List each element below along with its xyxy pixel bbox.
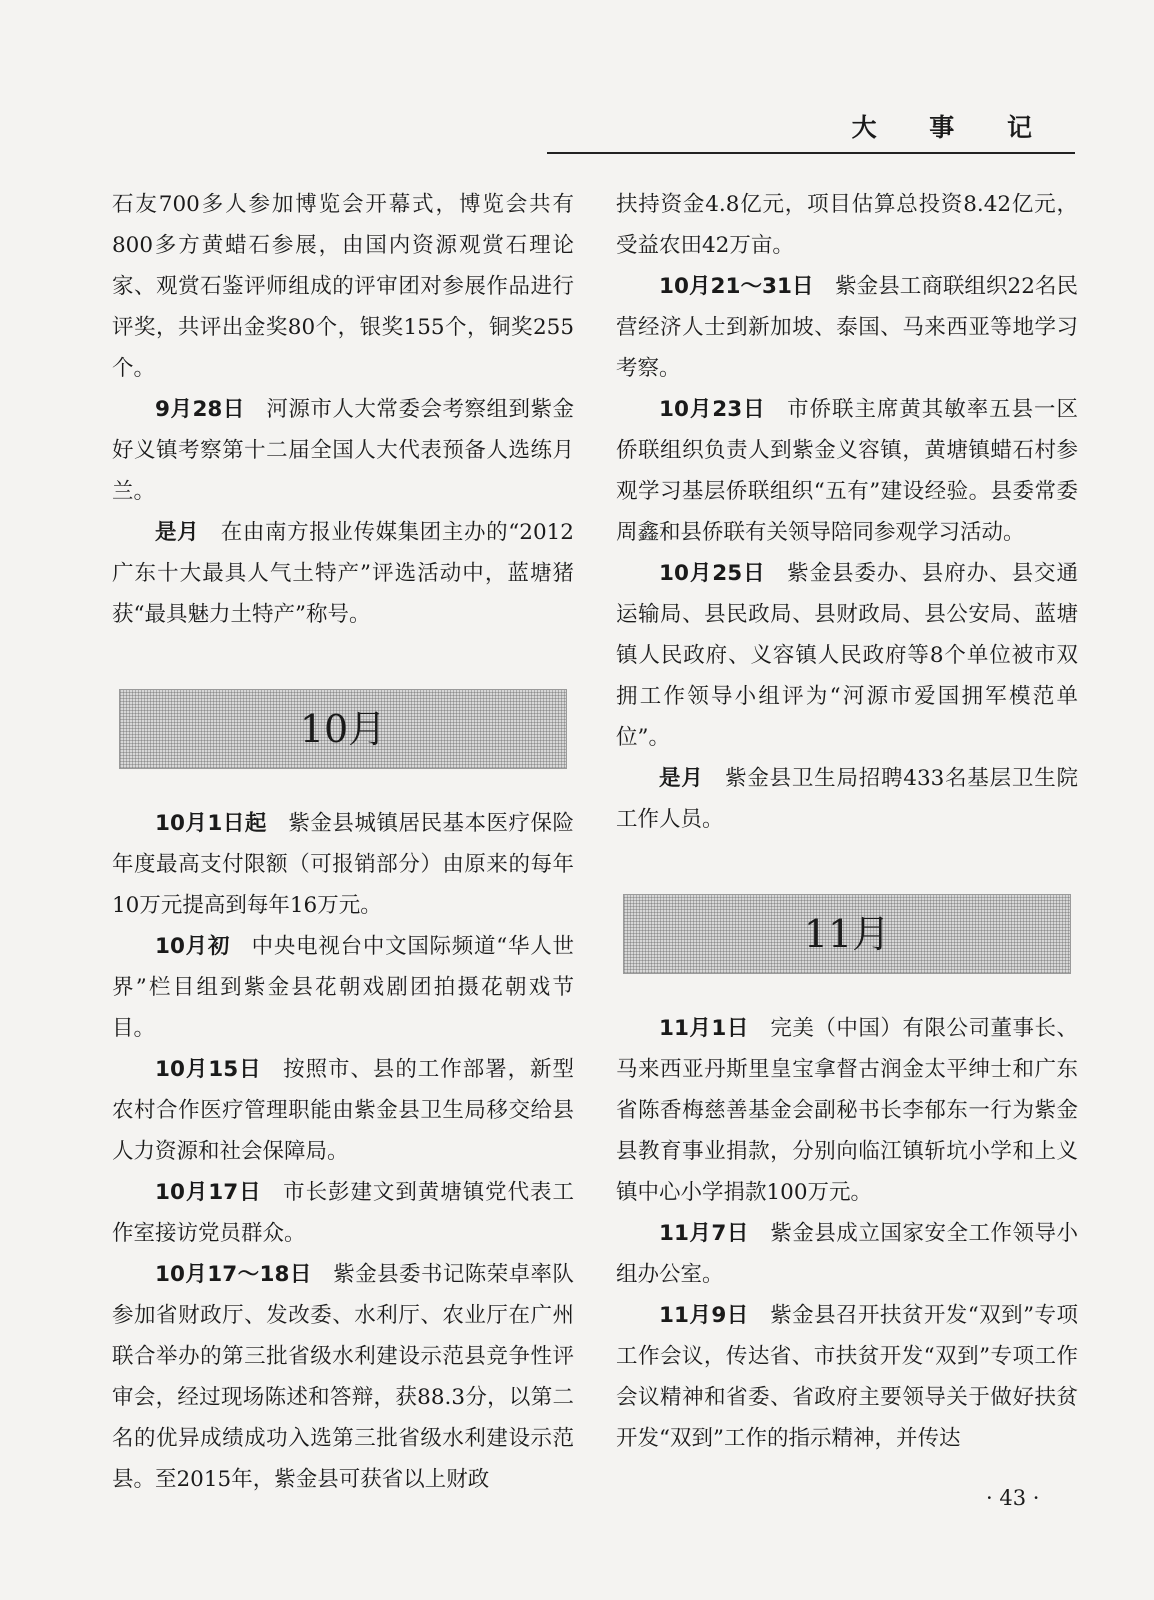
- entry: [112, 1172, 574, 1254]
- entry-text: 在由南方报业传媒集团主办的“2012广东十大最具人气土特产”评选活动中，蓝塘猪获“最具魅力土特产”称号。: [112, 520, 574, 627]
- entry-text: 扶持资金4.8亿元，项目估算总投资8.42亿元，受益农田42万亩。: [616, 192, 1078, 258]
- entry-date: 10月25日: [659, 561, 766, 586]
- entry-text: 紫金县委办、县府办、县交通运输局、县民政局、县财政局、县公安局、蓝塘镇人民政府、义容镇人民政府等8个单位被市双拥工作领导小组评为“河源市爱国拥军模范单位”。: [616, 561, 1078, 750]
- entry-date: 11月9日: [659, 1303, 749, 1328]
- entry-text: 按照市、县的工作部署，新型农村合作医疗管理职能由紫金县卫生局移交给县人力资源和社会保障局。: [112, 1057, 574, 1164]
- entry-text: 中央电视台中文国际频道“华人世界”栏目组到紫金县花朝戏剧团拍摄花朝戏节目。: [112, 934, 574, 1041]
- entry-text: 完美（中国）有限公司董事长、马来西亚丹斯里皇宝拿督古润金太平绅士和广东省陈香梅慈善基金会副秘书长李郁东一行为紫金县教育事业捐款，分别向临江镇斩坑小学和上义镇中心小学捐款100万元。: [616, 1016, 1078, 1205]
- entry: [112, 1049, 574, 1172]
- entry-text: 石友700多人参加博览会开幕式，博览会共有800多方黄蜡石参展，由国内资源观赏石理论家、观赏石鉴评师组成的评审团对参展作品进行评奖，共评出金奖80个，银奖155个，铜奖255个。: [112, 192, 574, 381]
- entry: [112, 389, 574, 512]
- entry: [616, 266, 1078, 389]
- entry: [616, 389, 1078, 553]
- entry-text: 市长彭建文到黄塘镇党代表工作室接访党员群众。: [112, 1180, 574, 1246]
- right-column: [616, 184, 1078, 1459]
- entry: [112, 1254, 574, 1500]
- entry-date: 10月23日: [659, 397, 766, 422]
- entry: [112, 926, 574, 1049]
- entry-date: 11月7日: [659, 1221, 749, 1246]
- left-column: [112, 184, 574, 1500]
- entry-date: 11月1日: [659, 1016, 749, 1041]
- entry-date: 10月21～31日: [659, 274, 814, 299]
- entry-date: 是月: [155, 520, 200, 545]
- entry: [616, 758, 1078, 840]
- entry: [616, 1213, 1078, 1295]
- entry-continuation: [112, 184, 574, 389]
- entry-continuation: [616, 184, 1078, 266]
- page-number: · 43 ·: [986, 1486, 1040, 1510]
- entry: [616, 1295, 1078, 1459]
- entry-date: 是月: [659, 766, 704, 791]
- entry-text: 紫金县城镇居民基本医疗保险年度最高支付限额（可报销部分）由原来的每年10万元提高到每年16万元。: [112, 811, 574, 918]
- entry-text: 河源市人大常委会考察组到紫金好义镇考察第十二届全国人大代表预备人选练月兰。: [112, 397, 574, 504]
- entry-text: 紫金县卫生局招聘433名基层卫生院工作人员。: [616, 766, 1078, 832]
- entry-date: 9月28日: [155, 397, 245, 422]
- entry: [616, 1008, 1078, 1213]
- entry-date: 10月15日: [155, 1057, 262, 1082]
- entry: [616, 553, 1078, 758]
- month-heading-october: 10月: [119, 689, 567, 769]
- entry-text: 紫金县工商联组织22名民营经济人士到新加坡、泰国、马来西亚等地学习考察。: [616, 274, 1078, 381]
- entry-text: 紫金县召开扶贫开发“双到”专项工作会议，传达省、市扶贫开发“双到”专项工作会议精神和省委、省政府主要领导关于做好扶贫开发“双到”工作的指示精神，并传达: [616, 1303, 1078, 1451]
- entry: [112, 803, 574, 926]
- entry-text: 紫金县委书记陈荣卓率队参加省财政厅、发改委、水利厅、农业厅在广州联合举办的第三批省级水利建设示范县竞争性评审会，经过现场陈述和答辩，获88.3分，以第二名的优异成绩成功入选第三批省级水利建设示范县。至2015年，紫金县可获省以上财政: [112, 1262, 574, 1492]
- entry: [112, 512, 574, 635]
- entry-date: 10月1日起: [155, 811, 267, 836]
- section-title: 大 事 记: [851, 113, 1054, 142]
- entry-date: 10月17～18日: [155, 1262, 312, 1287]
- header-rule: [547, 152, 1075, 154]
- entry-date: 10月17日: [155, 1180, 262, 1205]
- entry-text: 市侨联主席黄其敏率五县一区侨联组织负责人到紫金义容镇，黄塘镇蜡石村参观学习基层侨联组织“五有”建设经验。县委常委周鑫和县侨联有关领导陪同参观学习活动。: [616, 397, 1078, 545]
- entry-text: 紫金县成立国家安全工作领导小组办公室。: [616, 1221, 1078, 1287]
- month-heading-november: 11月: [623, 894, 1071, 974]
- entry-date: 10月初: [155, 934, 231, 959]
